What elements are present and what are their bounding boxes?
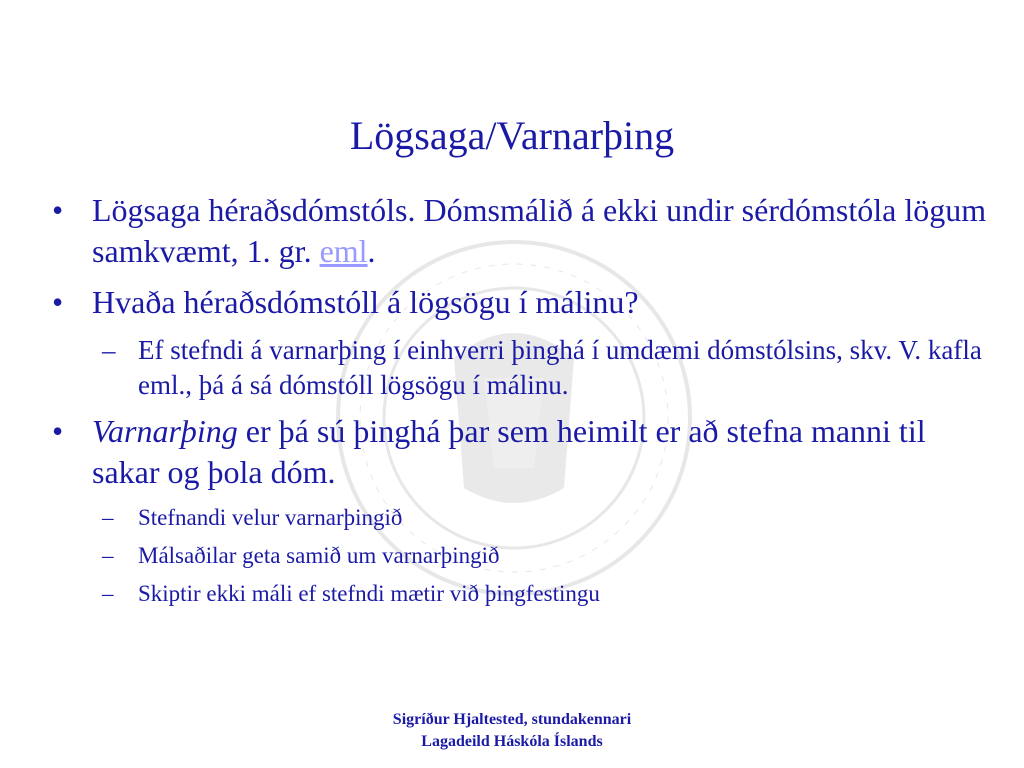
sub-bullet-text: Málsaðilar geta samið um varnarþingið [138, 543, 500, 568]
bullet-marker: • [52, 413, 64, 449]
sub-bullet-text: Skiptir ekki máli ef stefndi mætir við þingfestingu [138, 581, 600, 606]
bullet-text: er þá sú þinghá þar sem heimilt er að stefna manni til sakar og þola dóm. [92, 413, 926, 490]
eml-link[interactable]: eml [319, 233, 368, 269]
sub-bullet-item [52, 333, 992, 403]
bullet-text: Hvaða héraðsdómstóll á lögsögu í málinu? [92, 284, 639, 320]
bullet-marker: • [52, 192, 64, 228]
bullet-item [52, 190, 992, 272]
dash-marker: – [102, 505, 114, 530]
bullet-emphasis: Varnarþing [92, 413, 238, 449]
dash-marker: – [102, 543, 114, 568]
slide-content [52, 190, 992, 617]
slide-title: Lögsaga/Varnarþing [349, 113, 675, 158]
sub-bullet-text: Ef stefndi á varnarþing í einhverri þinghá í umdæmi dómstólsins, skv. V. kafla eml., þá á sá dómstóll lögsögu í málinu. [138, 335, 982, 400]
sub-bullet-item [52, 541, 992, 570]
bullet-text-end: . [367, 233, 376, 269]
sub-bullet-item [52, 579, 992, 608]
dash-marker: – [102, 335, 116, 365]
bullet-item [52, 411, 992, 493]
bullet-item [52, 282, 992, 323]
bullet-text: Lögsaga héraðsdómstóls. Dómsmálið á ekki undir sérdómstóla lögum samkvæmt, 1. gr. [92, 192, 987, 269]
sub-bullet-text: Stefnandi velur varnarþingið [138, 505, 403, 530]
footer-author: Sigríður Hjaltested, stundakennari [392, 711, 632, 728]
bullet-marker: • [52, 284, 64, 320]
sub-bullet-item [52, 503, 992, 532]
dash-marker: – [102, 581, 114, 606]
footer-institution: Lagadeild Háskóla Íslands [421, 733, 603, 750]
slide-footer [312, 709, 712, 753]
